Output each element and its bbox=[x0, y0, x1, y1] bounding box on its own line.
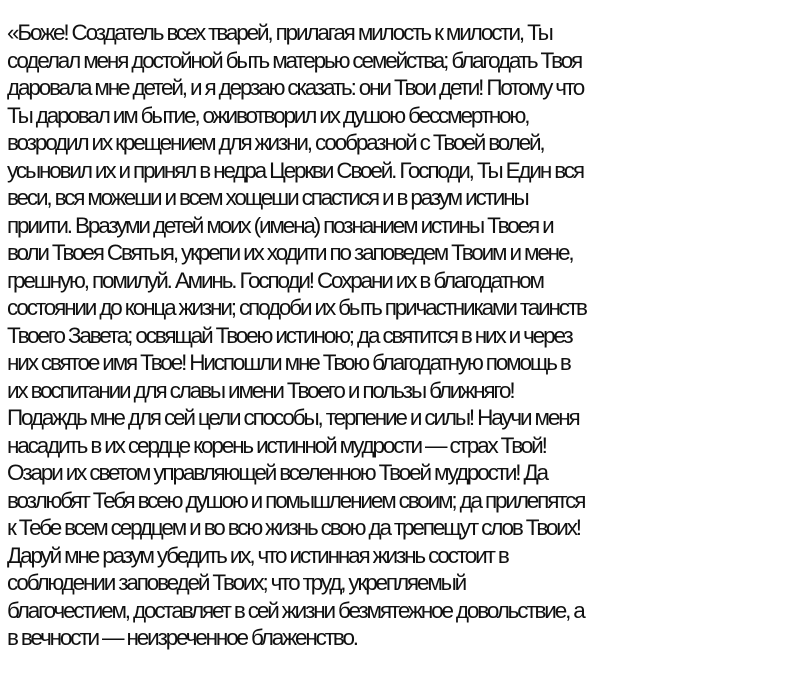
text-line: возродил их крещением для жизни, сообразной с Твоей волей, bbox=[7, 130, 544, 155]
text-line: благочестием, доставляет в сей жизни безмятежное довольствие, а bbox=[7, 597, 584, 623]
text-line: них святое имя Твое! Ниспошли мне Твою благодатную помощь в bbox=[7, 350, 570, 375]
text-line: Твоего Завета; освящай Твоею истиною; да святится в них и через bbox=[7, 322, 572, 348]
text-line: воли Твоея Святыя, укрепи их ходити по заповедем Твоим и мене, bbox=[7, 240, 573, 265]
text-line: приити. Вразуми детей моих (имена) познанием истины Твоея и bbox=[7, 212, 553, 238]
text-line: даровала мне детей, и я дерзаю сказать: они Твои дети! Потому что bbox=[7, 75, 584, 100]
text-line: их воспитании для славы имени Твоего и пользы ближняго! bbox=[7, 377, 514, 403]
text-line: в вечности — неизреченное блаженство. bbox=[7, 625, 357, 650]
text-line: веси, вся можеши и всем хощеши спастися и в разум истины bbox=[7, 185, 528, 210]
text-line: состоянии до конца жизни; сподоби их быть причастниками таинств bbox=[7, 295, 586, 320]
text-line: «Боже! Создатель всех тварей, прилагая милость к милости, Ты bbox=[7, 20, 552, 45]
text-line: Ты даровал им бытие, оживотворил их душою бессмертною, bbox=[7, 102, 529, 128]
text-line: соблюдении заповедей Твоих; что труд, укрепляемый bbox=[7, 570, 466, 595]
text-line: к Тебе всем сердцем и во всю жизнь свою да трепещут слов Твоих! bbox=[7, 515, 580, 540]
text-line: Подаждь мне для сей цели способы, терпение и силы! Научи меня bbox=[7, 405, 579, 430]
text-line: Озари их светом управляющей вселенною Твоей мудрости! Да bbox=[7, 460, 547, 485]
text-line: грешную, помилуй. Аминь. Господи! Сохрани их в благодатном bbox=[7, 267, 543, 293]
text-line: соделал меня достойной быть матерью семейства; благодать Твоя bbox=[7, 47, 582, 73]
text-line: усыновил их и принял в недра Церкви Своей. Господи, Ты Един вся bbox=[7, 157, 583, 183]
text-line: возлюбят Тебя всею душою и помышлением своим; да прилепятся bbox=[7, 487, 585, 513]
text-line: насадить в их сердце корень истинной мудрости — страх Твой! bbox=[7, 432, 546, 458]
text-line: Даруй мне разум убедить их, что истинная жизнь состоит в bbox=[7, 542, 508, 568]
prayer-text-block bbox=[7, 19, 797, 652]
